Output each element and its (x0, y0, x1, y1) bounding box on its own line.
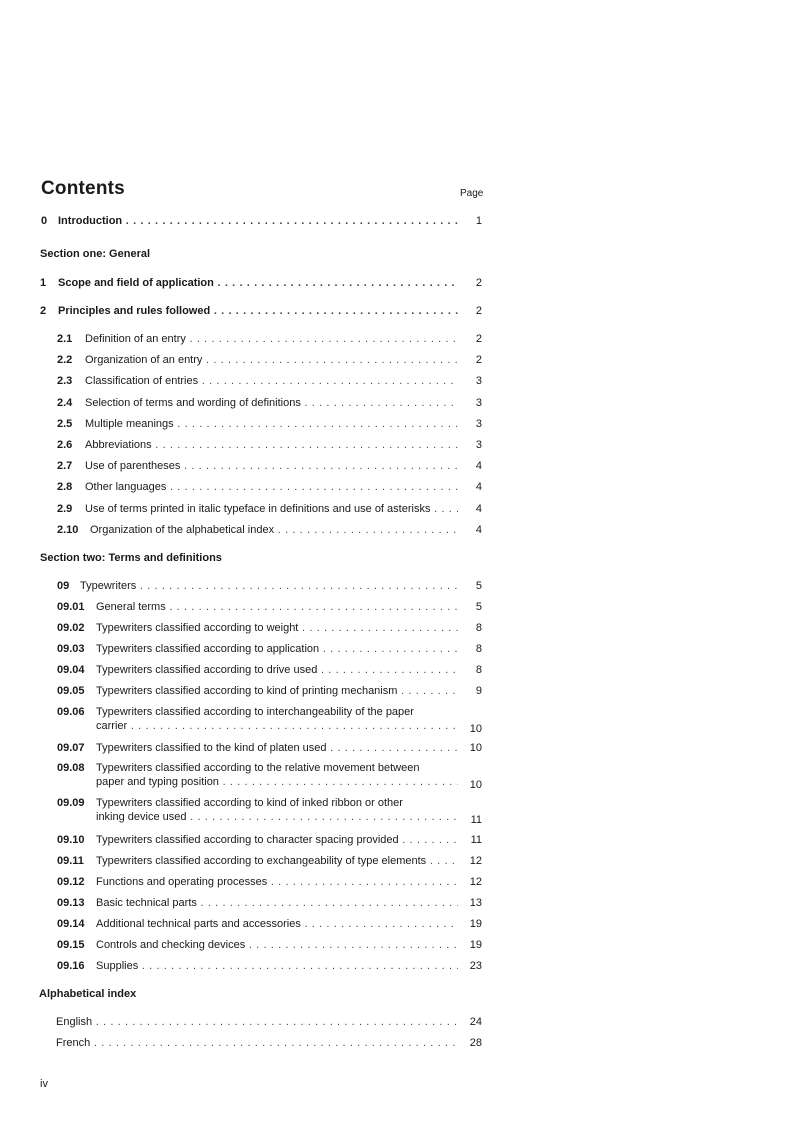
entry-number: 09.07 (57, 742, 85, 754)
entry-number: 09.05 (57, 685, 85, 697)
entry-number: 2.4 (57, 397, 73, 409)
entry-label: Basic technical parts . . . (96, 895, 458, 911)
entry-number: 2.8 (57, 481, 73, 493)
entry-number: 09.16 (57, 960, 85, 972)
entry-label (96, 705, 458, 735)
entry-number: 2.3 (57, 375, 73, 387)
toc-subentry (0, 761, 799, 793)
page-column-label: Page (460, 188, 484, 199)
entry-label: Additional technical parts and accessories . . . (96, 916, 458, 932)
toc-subentry (0, 832, 799, 848)
alphabetical-index-heading: Alphabetical index (39, 988, 137, 1000)
toc-subentry (0, 416, 799, 432)
entry-label: Typewriters classified according to drive used . . . (96, 662, 458, 678)
toc-subentry (0, 458, 799, 474)
entry-page: 3 (475, 439, 482, 451)
entry-number: 09.13 (57, 897, 85, 909)
toc-subentry (0, 620, 799, 636)
toc-entry-principles (0, 303, 799, 319)
entry-number: 2.1 (57, 333, 73, 345)
entry-label-line1: Typewriters classified according to the relative movement between (96, 762, 420, 774)
entry-page: 8 (475, 664, 482, 676)
entry-label: Controls and checking devices . . . (96, 937, 458, 953)
entry-number: 09.14 (57, 918, 85, 930)
entry-label: Typewriters classified according to kind of printing mechanism . . . (96, 683, 458, 699)
toc-entry-scope (0, 275, 799, 291)
entry-number: 2 (40, 305, 47, 317)
entry-number: 0 (41, 215, 48, 227)
entry-page: 11 (470, 834, 482, 846)
toc-subentry (0, 501, 799, 517)
entry-number: 2.7 (57, 460, 73, 472)
entry-label-line2: inking device used . . . (96, 810, 458, 824)
entry-label: Use of terms printed in italic typeface in definitions and use of asterisks . . . (85, 501, 458, 517)
entry-label: Introduction . . . (58, 213, 458, 229)
entry-page: 28 (469, 1037, 482, 1049)
entry-page: 5 (475, 601, 482, 613)
toc-entry-typewriters (0, 578, 799, 594)
toc-subentry (0, 479, 799, 495)
entry-number: 2.9 (57, 503, 73, 515)
toc-subentry (0, 740, 799, 756)
entry-page: 1 (475, 215, 482, 227)
entry-label: Typewriters classified according to character spacing provided . . . (96, 832, 458, 848)
entry-page: 3 (475, 375, 482, 387)
toc-subentry (0, 352, 799, 368)
toc-subentry (0, 937, 799, 953)
entry-page: 3 (475, 418, 482, 430)
entry-label: Multiple meanings . . . (85, 416, 458, 432)
entry-page: 13 (469, 897, 482, 909)
entry-page: 5 (475, 580, 482, 592)
entry-page: 9 (475, 685, 482, 697)
entry-page: 19 (469, 918, 482, 930)
entry-label: Selection of terms and wording of definitions . . . (85, 395, 458, 411)
entry-page: 4 (475, 503, 482, 515)
entry-page: 23 (469, 960, 482, 972)
entry-label-line2: paper and typing position . . . (96, 775, 458, 789)
entry-label: Scope and field of application . . . (58, 275, 458, 291)
entry-label: Typewriters classified to the kind of platen used . . . (96, 740, 458, 756)
entry-number: 09.15 (57, 939, 85, 951)
entry-label: French . . . (56, 1035, 458, 1051)
entry-page: 10 (469, 723, 482, 735)
entry-number: 09.06 (57, 706, 85, 718)
entry-label: Other languages . . . (85, 479, 458, 495)
entry-number: 09 (57, 580, 70, 592)
toc-subentry (0, 895, 799, 911)
entry-page: 12 (469, 855, 482, 867)
entry-label: Typewriters classified according to weight . . . (96, 620, 458, 636)
page-title: Contents (41, 178, 125, 199)
entry-number: 1 (40, 277, 47, 289)
entry-label: Functions and operating processes . . . (96, 874, 458, 890)
entry-label-line2: carrier . . . (96, 719, 458, 733)
entry-page: 10 (469, 742, 482, 754)
entry-number: 2.2 (57, 354, 73, 366)
entry-number: 09.03 (57, 643, 85, 655)
entry-label: Organization of an entry . . . (85, 352, 458, 368)
entry-number: 09.12 (57, 876, 85, 888)
entry-label: Use of parentheses . . . (85, 458, 458, 474)
entry-page: 19 (469, 939, 482, 951)
entry-page: 3 (475, 397, 482, 409)
entry-label (96, 796, 458, 826)
entry-page: 2 (475, 354, 482, 366)
toc-subentry (0, 916, 799, 932)
entry-page: 24 (469, 1016, 482, 1028)
entry-number: 09.01 (57, 601, 85, 613)
entry-label: Supplies . . . (96, 958, 458, 974)
entry-label: Typewriters . . . (80, 578, 458, 594)
entry-label: Principles and rules followed . . . (58, 303, 458, 319)
entry-number: 09.10 (57, 834, 85, 846)
entry-page: 12 (469, 876, 482, 888)
entry-label: Definition of an entry . . . (85, 331, 458, 347)
toc-subentry (0, 641, 799, 657)
toc-subentry (0, 437, 799, 453)
entry-label: Organization of the alphabetical index . . . (90, 522, 458, 538)
toc-subentry (0, 958, 799, 974)
toc-subentry (0, 705, 799, 737)
toc-subentry (0, 599, 799, 615)
entry-page: 8 (475, 622, 482, 634)
toc-subentry (0, 331, 799, 347)
entry-page: 10 (469, 779, 482, 791)
toc-entry-introduction (0, 213, 799, 229)
entry-number: 2.10 (57, 524, 79, 536)
entry-page: 11 (470, 814, 482, 826)
toc-subentry (0, 662, 799, 678)
entry-label: Abbreviations . . . (85, 437, 458, 453)
entry-page: 4 (475, 460, 482, 472)
toc-subentry (0, 522, 799, 538)
toc-subentry (0, 853, 799, 869)
entry-label: Classification of entries . . . (85, 373, 458, 389)
page-number-footer: iv (40, 1078, 48, 1090)
entry-number: 09.11 (57, 855, 84, 867)
section-one-heading: Section one: General (40, 248, 151, 260)
toc-index-english (0, 1014, 799, 1030)
entry-label: General terms . . . (96, 599, 458, 615)
entry-page: 2 (475, 305, 482, 317)
entry-page: 4 (475, 481, 482, 493)
entry-page: 2 (475, 277, 482, 289)
toc-index-french (0, 1035, 799, 1051)
entry-number: 09.02 (57, 622, 85, 634)
entry-number: 09.09 (57, 797, 85, 809)
entry-number: 09.08 (57, 762, 85, 774)
toc-subentry (0, 683, 799, 699)
toc-subentry (0, 796, 799, 828)
entry-label: English . . . (56, 1014, 458, 1030)
entry-label-line1: Typewriters classified according to interchangeability of the paper (96, 706, 414, 718)
toc-subentry (0, 373, 799, 389)
entry-label: Typewriters classified according to application . . . (96, 641, 458, 657)
toc-subentry (0, 395, 799, 411)
entry-label: Typewriters classified according to exchangeability of type elements . . . (96, 853, 458, 869)
section-two-heading: Section two: Terms and definitions (40, 552, 222, 564)
toc-subentry (0, 874, 799, 890)
entry-label (96, 761, 458, 791)
entry-number: 2.5 (57, 418, 73, 430)
entry-number: 09.04 (57, 664, 85, 676)
entry-number: 2.6 (57, 439, 73, 451)
entry-page: 4 (475, 524, 482, 536)
entry-page: 2 (475, 333, 482, 345)
entry-page: 8 (475, 643, 482, 655)
entry-label-line1: Typewriters classified according to kind of inked ribbon or other (96, 797, 403, 809)
